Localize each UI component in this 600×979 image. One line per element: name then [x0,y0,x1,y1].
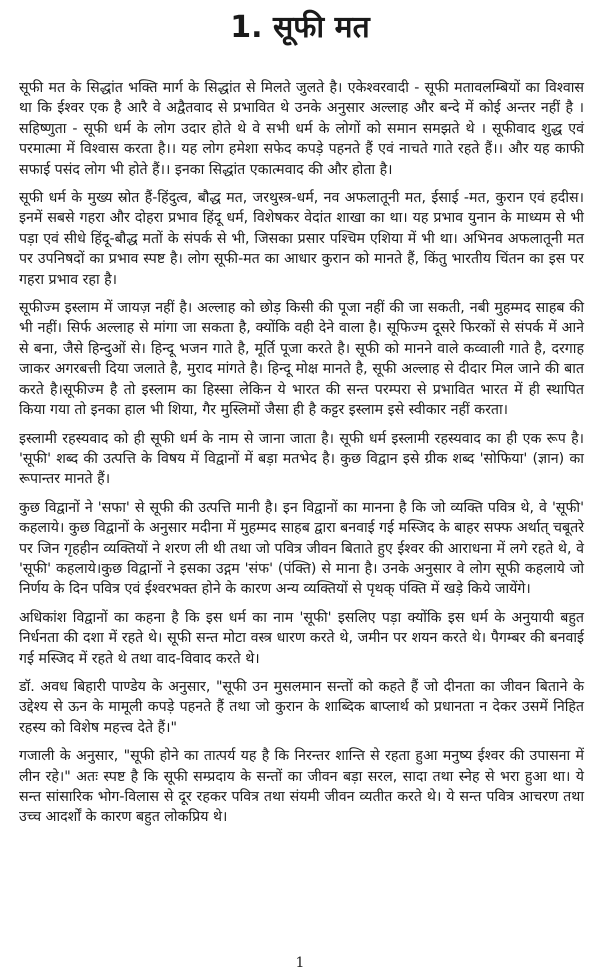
paragraph-2: सूफी धर्म के मुख्य स्रोत हैं-हिंदुत्व, बौद्ध मत, जरथुस्त्र-धर्म, नव अफलातूनी मत, ईसाई -मत, कुरान एवं हदीस। इनमें सबसे गहरा और दोहरा प्रभाव हिंदू धर्म, विशेषकर वेदांत शाखा का था। यह प्रभाव युनान के माध्यम से भी पड़ा एवं सीधे हिंदू-बौद्ध मतों के संपर्क से भी, जिसका प्रसार पश्चिम एशिया में भी था। अभिनव अफलातूनी मत पर उपनिषदों का प्रभाव स्पष्ट है। लोग सूफी-मत का आधार कुरान को मानते हैं, किंतु भारतीय चिंतन का इस पर गहरा प्रभाव रहा है। [19,190,584,288]
paragraph-1: सूफी मत के सिद्धांत भक्ति मार्ग के सिद्धांत से मिलते जुलते है। एकेश्वरवादी - सूफी मतावलम्बियों का विश्वास था कि ईश्वर एक है आरै वे अद्वैतवाद से प्रभावित थे उनके अनुसार अल्लाह और बन्दे में कोई अन्तर नहीं है । सहिष्णुता - सूफी धर्म के लोग उदार होते थे वे सभी धर्म के लोगों को समान समझते थे । सूफीवाद शुद्ध एवं परमात्मा में विश्वास करता है।। यह लोग हमेशा सफेद कपड़े पहनते हैं एवं नाचते गाते रहते हैं।। और यह काफी सफाई पसंद लोग भी होते हैं।। इनका सिद्धांत एकात्मवाद की और होता है। [19,80,584,178]
paragraph-8: गजाली के अनुसार, "सूफी होने का तात्पर्य यह है कि निरन्तर शान्ति से रहता हुआ मनुष्य ईश्वर की उपासना में लीन रहे।" अतः स्पष्ट है कि सूफी सम्प्रदाय के सन्तों का जीवन बड़ा सरल, सादा तथा स्नेह से भरा हुआ था। ये सन्त सांसारिक भोग-विलास से दूर रहकर पवित्र तथा संयमी जीवन व्यतीत करते थे। ये सन्त पवित्र आचरण तथा उच्च आदर्शों के कारण बहुत लोकप्रिय थे। [19,748,584,826]
page-number: 1 [295,955,305,971]
paragraph-4: इस्लामी रहस्यवाद को ही सूफी धर्म के नाम से जाना जाता है। सूफी धर्म इस्लामी रहस्यवाद का ही एक रूप है। 'सूफी' शब्द की उत्पत्ति के विषय में विद्वानों में बड़ा मतभेद है। कुछ विद्वान इसे ग्रीक शब्द 'सोफिया' (ज्ञान) का रूपान्तर मानते हैं। [19,430,584,488]
paragraph-6: अधिकांश विद्वानों का कहना है कि इस धर्म का नाम 'सूफी' इसलिए पड़ा क्योंकि इस धर्म के अनुयायी बहुत निर्धनता की दशा में रहते थे। सूफी सन्त मोटा वस्त्र धारण करते थे, जमीन पर शयन करते थे। पैगम्बर की बनवाई गई मस्जिद में रहते थे तथा वाद-विवाद करते थे। [19,609,584,667]
paragraph-7: डॉ. अवध बिहारी पाण्डेय के अनुसार, "सूफी उन मुसलमान सन्तों को कहते हैं जो दीनता का जीवन बिताने के उद्देश्य से ऊन के मामूली कपड़े पहनते हैं तथा जो कुरान के शाब्दिक बाप्लार्थ को प्रधानता न देकर उसमें निहित रहस्य को विशेष महत्त्व देते हैं।" [19,678,584,736]
paragraph-3: सूफीज्म इस्लाम में जायज़ नहीं है। अल्लाह को छोड़ किसी की पूजा नहीं की जा सकती, नबी मुहम्मद साहब की भी नहीं। सिर्फ अल्लाह से मांगा जा सकता है, क्योंकि वही देने वाला है। सूफिज्म दूसरे फिरकों से संपर्क में आने से बना, जैसे हिन्दुओं से। हिन्दू भजन गाते है, मूर्ति पूजा करते है। सूफी को मानने वाले कव्वाली गाते है, दरगाह जाकर अगरबत्ती दिया जलाते है, मुराद मांगते है। हिन्दू मोक्ष मानते है, सूफी अल्लाह से दीदार मिल जाने की बात करते है।सूफीज्म है तो इस्लाम का हिस्सा लेकिन ये भारत की सन्त परम्परा से प्रभावित भारत में ही स्थापित किया गया तो इनका हाल भी शिया, गैर मुस्लिमों जैसा ही है कट्टर इस्लाम इसे स्वीकार नहीं करता। [19,300,584,419]
page-title: 1. सूफी मत [230,10,370,45]
paragraph-5: कुछ विद्वानों ने 'सफा' से सूफी की उत्पत्ति मानी है। इन विद्वानों का मानना है कि जो व्यक्ति पवित्र थे, वे 'सूफी' कहलाये। कुछ विद्वानों के अनुसार मदीना में मुहम्मद साहब द्वारा बनवाई गई मस्जिद के बाहर सफ्फ अर्थात् चबूतरे पर जिन गृहहीन व्यक्तियों ने शरण ली थी तथा जो पवित्र जीवन बिताते हुए ईश्वर की आराधना में लगे रहते थे, वे 'सूफी' कहलाये।कुछ विद्वानों ने इसका उद्गम 'संफ' (पंक्ति) से माना है। उनके अनुसार वे लोग सूफी कहलाये जो निर्णय के दिन पवित्र एवं ईश्वरभक्त होने के कारण अन्य व्यक्तियों से पृथक् पंक्ति में खड़े किये जायेंगे। [19,499,584,598]
body-text [19,78,584,836]
